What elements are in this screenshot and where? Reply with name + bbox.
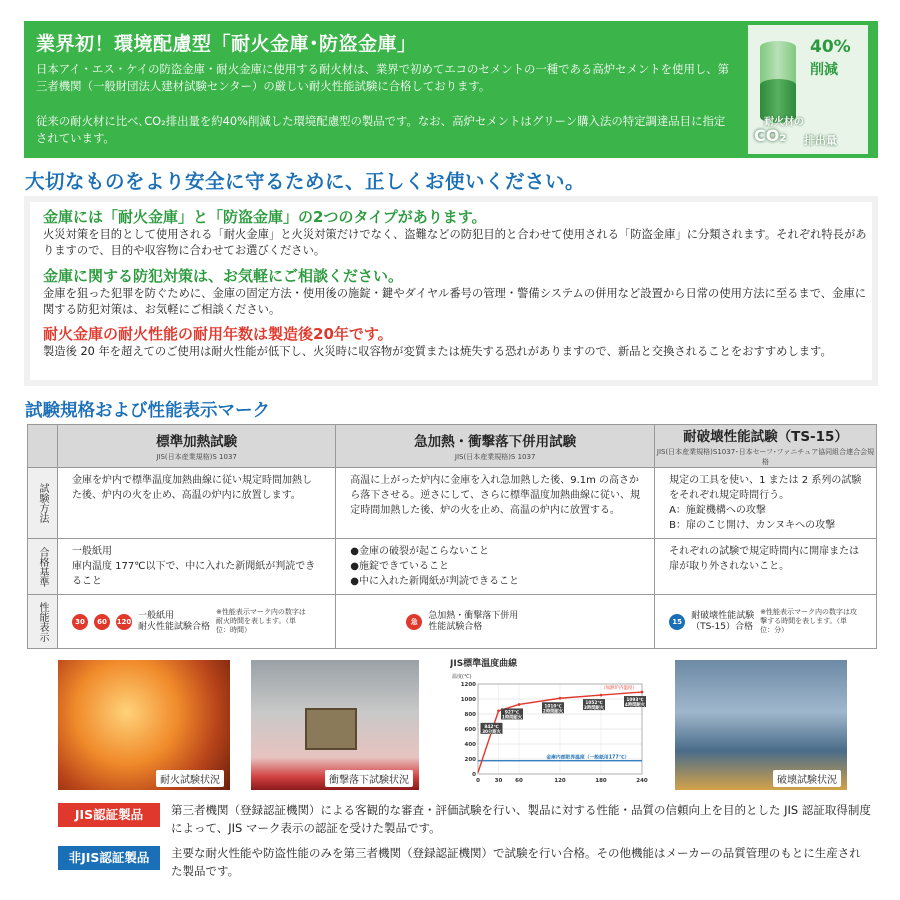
x-tick-label: 180 <box>595 778 607 784</box>
table-cell: ●金庫の破裂が起こらないこと ●施錠できていること ●中に入れた新聞紙が判読できること <box>336 539 655 595</box>
photo-caption: 破壊試験状況 <box>773 770 841 787</box>
chart-ylabel: 温度(℃) <box>452 674 472 680</box>
photo-caption: 衝撃落下試験状況 <box>325 770 413 787</box>
mark-label: 一般紙用 耐火性能試験合格 <box>138 610 211 632</box>
x-tick-label: 30 <box>494 778 503 784</box>
mark-cell <box>336 595 655 649</box>
fire-mark-icon: 120 <box>116 614 132 630</box>
limit-label: 金庫内部限界温度（一般紙用177℃） <box>546 755 630 761</box>
eco-paragraph-2: 従来の耐火材に比べ､CO₂排出量を約40%削減した環境配慮型の製品です。なお、高炉セメントはグリーン購入法の特定調達品目に指定されています。 <box>36 114 726 145</box>
safety-t2: 金庫を狙った犯罪を防ぐために、金庫の固定方法・使用後の施錠・鍵やダイヤル番号の管理・警備システムの併用など設置から日常の使用方法に至るまで、金庫に関する防犯対策は、お気軽にご相談ください。 <box>43 287 866 316</box>
non-jis-text: 主要な耐火性能や防盗性能のみを第三者機関（登録認証機関）で試験を行い合格。その他機能はメーカーの品質管理のもとに生産された製品です。 <box>171 846 861 878</box>
ts15-mark-icon: 15 <box>669 614 685 630</box>
table-cell: それぞれの試験で規定時間内に開扉または扉が取り外されないこと。 <box>655 539 877 595</box>
y-tick-label: 200 <box>464 757 476 763</box>
x-tick-label: 60 <box>515 778 523 784</box>
col-header: 耐破壊性能試験（TS-15） JIS(日本産業規格)S1037･日本セーフ･ファニチュア協同組合連合会規格 <box>655 425 877 468</box>
temperature-chart <box>450 656 650 794</box>
annotation-label: 1010℃ <box>544 704 562 710</box>
y-tick-label: 400 <box>464 742 476 748</box>
annotation-label: 2時間耐火 <box>542 709 564 715</box>
row-head: 試験方法 <box>28 468 58 539</box>
y-tick-label: 600 <box>464 727 476 733</box>
table-cell: 高温に上がった炉内に金庫を入れ急加熱した後、9.1m の高さから落下させる。逆さにして、さらに標準温度加熱曲線に従い、規定時間加熱した後、炉の火を止め、高温の炉内に放置する。 <box>336 468 655 539</box>
safety-h3: 耐火金庫の耐火性能の耐用年数は製造後20年です。 <box>43 325 393 343</box>
annotation-label: 1時間耐火 <box>501 715 523 721</box>
co2-badge <box>748 25 868 154</box>
safety-h1: 金庫には「耐火金庫」と「防盗金庫」の2つのタイプがあります。 <box>43 208 487 226</box>
y-tick-label: 1200 <box>460 682 476 688</box>
col-header: 急加熱・衝撃落下併用試験 JIS(日本産業規格)S 1037 <box>336 425 655 468</box>
annotation-label: 4時間耐火 <box>624 703 646 709</box>
badge-reduce: 削減 <box>810 62 838 78</box>
chart-title: JIS標準温度曲線 <box>450 659 518 669</box>
jis-certified-text: 第三者機関（登録認証機関）による客観的な審査・評価試験を行い、製品に対する性能・品質の信頼向上を目的とした JIS 認証取得制度によって、JIS マーク表示の認証を受けた製品です。 <box>171 803 871 835</box>
fire-mark-icon: 30 <box>72 614 88 630</box>
eco-paragraph-1: 日本アイ・エス・ケイの防盗金庫・耐火金庫に使用する耐火材は、業界で初めてエコのセメントの一種である高炉セメントを使用し、第三者機関（一般財団法人建材試験センター）の厳しい耐火性能試験に合格しております。 <box>36 62 730 93</box>
badge-co2: CO₂ <box>754 126 787 145</box>
safety-box <box>24 196 878 386</box>
badge-emit: 排出量 <box>804 134 837 147</box>
x-tick-label: 240 <box>636 778 648 784</box>
y-tick-label: 1000 <box>460 697 476 703</box>
test-standards-table <box>27 424 877 649</box>
non-jis-badge: 非JIS認証製品 <box>58 846 160 870</box>
safety-t1: 火災対策を目的として使用される「耐火金庫」と火災対策だけでなく、盗難などの防犯目的と合わせて使用される「防盗金庫」に分類されます。それぞれ特長がありますので、目的や収容物に合わせてお選びください。 <box>43 228 867 257</box>
data-point <box>497 709 500 712</box>
impact-mark-icon: 急 <box>406 614 422 630</box>
mark-cell <box>58 595 336 649</box>
row-head: 性能表示 <box>28 595 58 649</box>
annotation-label: 927℃ <box>504 710 520 716</box>
data-point <box>600 694 603 697</box>
data-point <box>518 703 521 706</box>
annotation-label: 1093℃ <box>626 698 644 704</box>
mark-label: 耐破壊性能試験 （TS-15）合格 <box>691 610 755 632</box>
drop-test-photo <box>251 660 419 790</box>
eco-title: 業界初！環境配慮型「耐火金庫･防盗金庫」 <box>36 33 417 55</box>
jis-certified-badge: JIS認証製品 <box>58 803 160 827</box>
badge-label: 耐火材の <box>764 117 804 128</box>
jis-heading: 試験規格および性能表示マーク <box>25 401 270 421</box>
mark-cell <box>655 595 877 649</box>
fire-mark-icon: 60 <box>94 614 110 630</box>
col-header: 標準加熱試験 JIS(日本産業規格)S 1037 <box>58 425 336 468</box>
safety-h2: 金庫に関する防犯対策は、お気軽にご相談ください。 <box>43 267 404 285</box>
y-tick-label: 800 <box>464 712 476 718</box>
eco-banner <box>24 21 878 158</box>
break-test-photo <box>675 660 847 790</box>
row-head: 合格基準 <box>28 539 58 595</box>
photo-caption: 耐火試験状況 <box>156 770 224 787</box>
annotation-label: 1052℃ <box>585 701 603 707</box>
data-point <box>559 697 562 700</box>
fire-test-photo <box>58 660 230 790</box>
badge-percent: 40% <box>810 37 851 57</box>
top-note: （加熱炉内温度） <box>601 686 637 691</box>
corner-cell <box>28 425 58 468</box>
mark-note: ※性能表示マーク内の数字は攻撃する時間を表します。（単位：分） <box>760 608 857 634</box>
annotation-label: 30分耐火 <box>482 729 501 735</box>
x-tick-label: 120 <box>554 778 566 784</box>
table-cell: 規定の工具を使い、1 または 2 系列の試験をそれぞれ規定時間行う。 A：施錠機構への攻撃 B：扉のこじ開け、カンヌキへの攻撃 <box>655 468 877 539</box>
data-point <box>641 691 644 694</box>
table-cell: 金庫を炉内で標準温度加熱曲線に従い規定時間加熱した後、炉内の火を止め、高温の炉内に放置します。 <box>58 468 336 539</box>
mark-label: 急加熱・衝撃落下併用 性能試験合格 <box>428 610 519 632</box>
mark-note: ※性能表示マーク内の数字は耐火時間を表します。（単位：時間） <box>216 608 306 634</box>
y-tick-label: 0 <box>472 772 476 778</box>
annotation-label: 3時間耐火 <box>583 706 605 712</box>
annotation-label: 842℃ <box>484 724 499 730</box>
x-tick-label: 0 <box>476 778 480 784</box>
safety-heading: 大切なものをより安全に守るために、正しくお使いください。 <box>25 170 586 193</box>
safety-t3: 製造後 20 年を超えてのご使用は耐火性能が低下し、火災時に収容物が変質または焼失する恐れがありますので、新品と交換されることをおすすめします。 <box>43 345 832 358</box>
table-cell: 一般紙用 庫内温度 177℃以下で、中に入れた新聞紙が判読できること <box>58 539 336 595</box>
safe-box-image <box>305 708 357 750</box>
